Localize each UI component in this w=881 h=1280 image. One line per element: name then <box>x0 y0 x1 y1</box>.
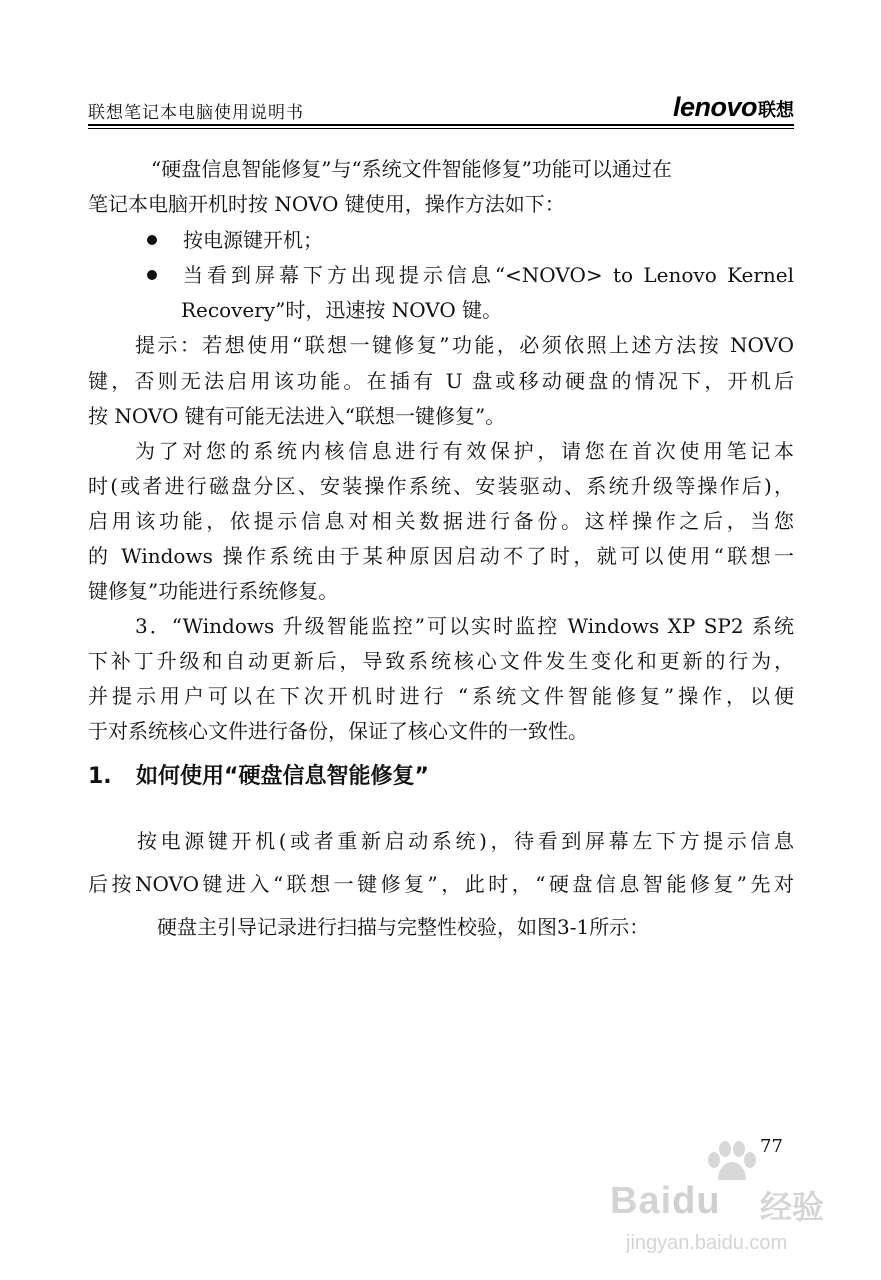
paw-icon <box>704 1140 760 1184</box>
page-number: 77 <box>760 1136 783 1157</box>
bullet-item-continuation: Recovery”时，迅速按 NOVO 键。 <box>181 298 503 322</box>
tip-line: 提示：若想使用“联想一键修复”功能，必须依照上述方法按 NOVO <box>135 333 794 357</box>
watermark-brand: Baidu <box>610 1180 721 1222</box>
header-rule-thick <box>88 124 794 126</box>
header-title: 联想笔记本电脑使用说明书 <box>88 103 304 123</box>
header-rule-thin <box>88 128 794 129</box>
section-body-line: 硬盘主引导记录进行扫描与完整性校验，如图3-1所示： <box>157 915 650 939</box>
logo-wordmark: lenovo <box>672 92 757 122</box>
logo-chinese: 联想 <box>758 100 794 121</box>
watermark-brand-cn: 经验 <box>760 1188 825 1226</box>
paragraph-line: 时(或者进行磁盘分区、安装操作系统、安装驱动、系统升级等操作后)， <box>88 474 794 498</box>
paragraph-line: 3．“Windows 升级智能监控”可以实时监控 Windows XP SP2 系统 <box>135 614 794 638</box>
section-title: 如何使用“硬盘信息智能修复” <box>136 764 429 789</box>
baidu-jingyan-watermark <box>610 1140 835 1260</box>
paragraph-line: 的 Windows 操作系统由于某种原因启动不了时，就可以使用“联想一 <box>88 544 794 568</box>
section-body-line: 按电源键开机(或者重新启动系统)，待看到屏幕左下方提示信息 <box>137 829 794 853</box>
paragraph-line: 并提示用户可以在下次开机时进行 “系统文件智能修复”操作，以便 <box>88 684 794 708</box>
page-header <box>88 92 794 122</box>
paragraph-line: 笔记本电脑开机时按 NOVO 键使用，操作方法如下： <box>88 192 565 216</box>
section-number: 1. <box>88 764 112 789</box>
bullet-item: 当看到屏幕下方出现提示信息“<NOVO> to Lenovo Kernel <box>183 263 794 287</box>
watermark-url: jingyan.baidu.com <box>626 1232 788 1254</box>
tip-line: 按 NOVO 键有可能无法进入“联想一键修复”。 <box>88 404 506 428</box>
bullet-dot-icon <box>147 270 157 280</box>
bullet-dot-icon <box>147 235 157 245</box>
lenovo-logo <box>673 92 794 122</box>
section-heading <box>88 760 429 794</box>
paragraph-line: 键修复”功能进行系统修复。 <box>88 579 339 603</box>
tip-line: 键，否则无法启用该功能。在插有 U 盘或移动硬盘的情况下，开机后 <box>88 369 794 393</box>
paragraph-line: 于对系统核心文件进行备份，保证了核心文件的一致性。 <box>88 719 588 743</box>
section-body-line: 后按NOVO键进入“联想一键修复”，此时，“硬盘信息智能修复”先对 <box>88 872 794 896</box>
paragraph-line: 下补丁升级和自动更新后，导致系统核心文件发生变化和更新的行为， <box>88 649 794 673</box>
paragraph-line: 启用该功能，依提示信息对相关数据进行备份。这样操作之后，当您 <box>88 509 794 533</box>
paragraph-line: “硬盘信息智能修复”与“系统文件智能修复”功能可以通过在 <box>151 157 672 181</box>
bullet-item: 按电源键开机； <box>183 228 323 252</box>
paragraph-line: 为了对您的系统内核信息进行有效保护，请您在首次使用笔记本 <box>135 439 794 463</box>
